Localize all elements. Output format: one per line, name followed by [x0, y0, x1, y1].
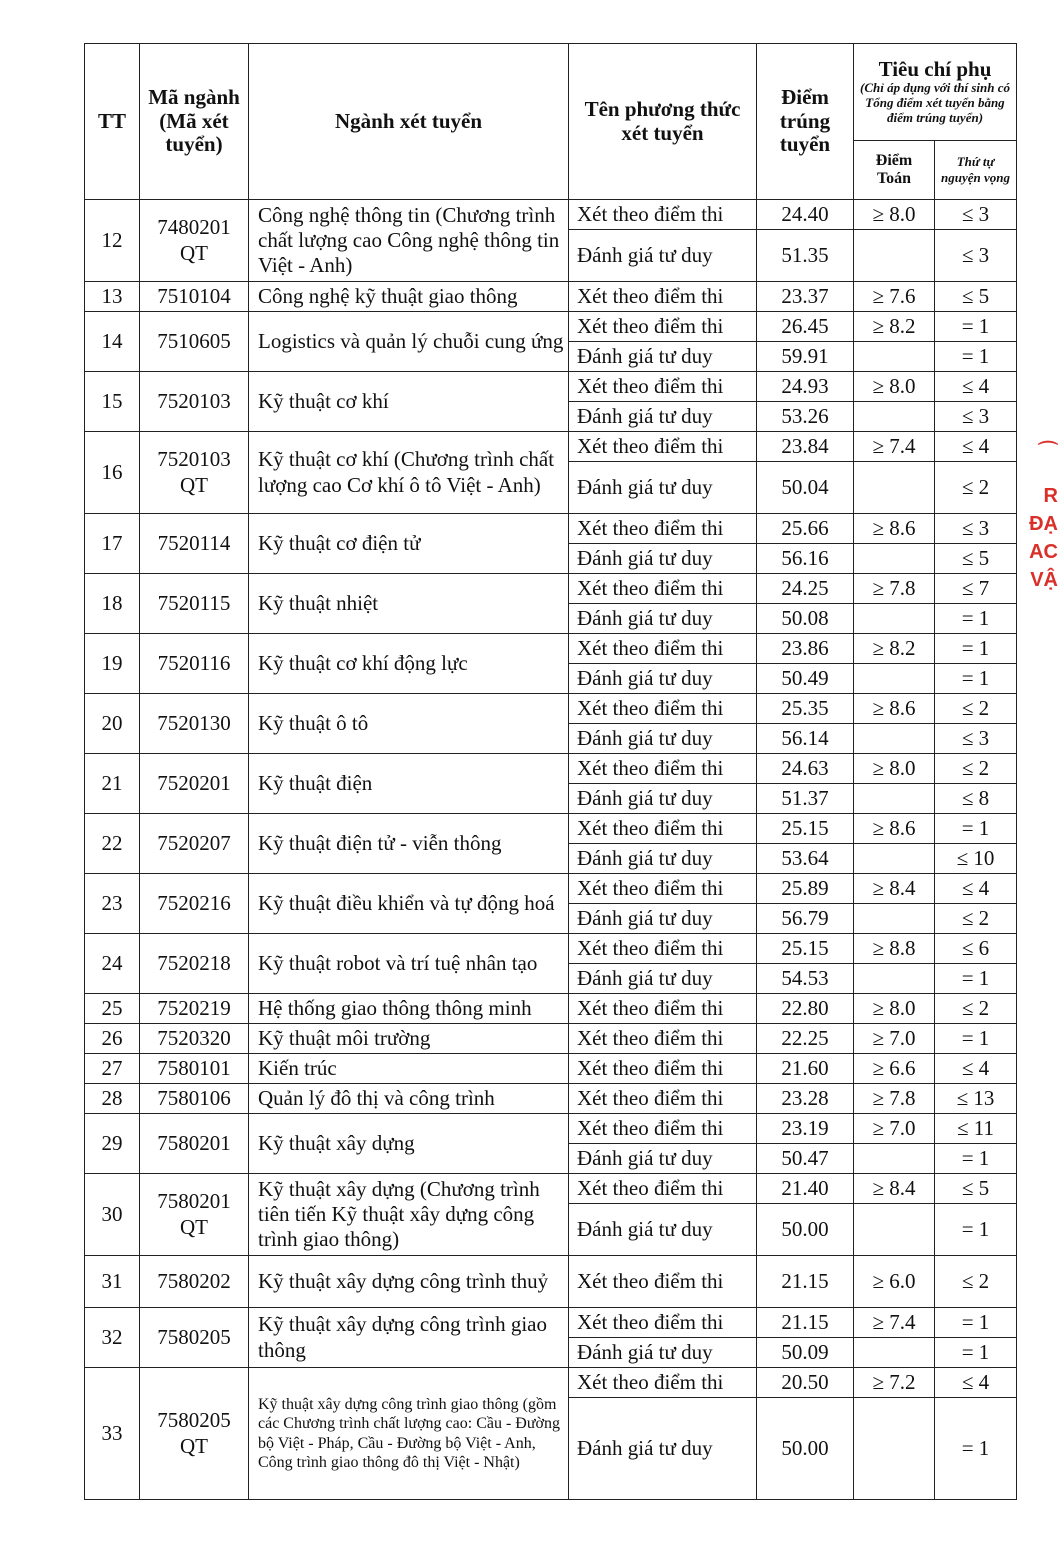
math-score-criterion: ≥ 7.8	[854, 1084, 935, 1114]
preference-order-criterion: = 1	[935, 1338, 1017, 1368]
admission-method: Xét theo điểm thi	[569, 1024, 757, 1054]
admission-score: 25.15	[757, 814, 854, 844]
major-name: Kỹ thuật điều khiển và tự động hoá	[249, 874, 569, 934]
admission-score: 50.00	[757, 1204, 854, 1256]
major-name: Kỹ thuật xây dựng (Chương trình tiên tiến Kỹ thuật xây dựng công trình giao thông)	[249, 1174, 569, 1256]
major-code: 7520207	[140, 814, 249, 874]
table-row	[85, 282, 1017, 312]
admission-method: Đánh giá tư duy	[569, 402, 757, 432]
major-code: 7580201	[140, 1114, 249, 1174]
admission-score: 53.26	[757, 402, 854, 432]
preference-order-criterion: = 1	[935, 1204, 1017, 1256]
header-preference-order: Thứ tự nguyện vọng	[935, 141, 1017, 200]
admission-method: Xét theo điểm thi	[569, 1308, 757, 1338]
math-score-criterion: ≥ 8.0	[854, 754, 935, 784]
row-number: 31	[85, 1256, 140, 1308]
admission-score: 25.35	[757, 694, 854, 724]
math-score-criterion: ≥ 8.6	[854, 694, 935, 724]
admission-table	[84, 43, 1017, 1500]
math-score-criterion: ≥ 7.2	[854, 1368, 935, 1398]
math-score-criterion: ≥ 8.6	[854, 814, 935, 844]
admission-method: Xét theo điểm thi	[569, 282, 757, 312]
table-row	[85, 1368, 1017, 1398]
preference-order-criterion: ≤ 8	[935, 784, 1017, 814]
admission-score: 21.40	[757, 1174, 854, 1204]
stamp-text-2: ĐẠ	[1029, 513, 1058, 535]
admission-method: Đánh giá tư duy	[569, 1144, 757, 1174]
math-score-criterion: ≥ 8.0	[854, 372, 935, 402]
math-score-criterion: ≥ 7.8	[854, 574, 935, 604]
red-stamp-fragment	[1018, 435, 1058, 665]
math-score-criterion: ≥ 8.8	[854, 934, 935, 964]
table-row	[85, 574, 1017, 604]
header-criteria-note: (Chỉ áp dụng với thí sinh có Tổng điểm xét tuyển bằng điểm trúng tuyển)	[859, 80, 1010, 126]
math-score-criterion: ≥ 8.4	[854, 874, 935, 904]
admission-score: 25.15	[757, 934, 854, 964]
major-code: 7520320	[140, 1024, 249, 1054]
admission-method: Xét theo điểm thi	[569, 934, 757, 964]
admission-method: Xét theo điểm thi	[569, 1114, 757, 1144]
admission-score: 21.60	[757, 1054, 854, 1084]
preference-order-criterion: ≤ 2	[935, 754, 1017, 784]
major-code: 7520216	[140, 874, 249, 934]
major-name: Kỹ thuật nhiệt	[249, 574, 569, 634]
admission-score: 20.50	[757, 1368, 854, 1398]
preference-order-criterion: = 1	[935, 664, 1017, 694]
admission-method: Xét theo điểm thi	[569, 1084, 757, 1114]
row-number: 12	[85, 200, 140, 282]
preference-order-criterion: ≤ 4	[935, 1054, 1017, 1084]
major-name: Kỹ thuật xây dựng công trình giao thông (gồm các Chương trình chất lượng cao: Cầu - Đường bộ Việt - Pháp, Cầu - Đường bộ Việt - Anh, Công trình giao thông đô thị Việt - Nhật)	[249, 1368, 569, 1500]
admission-method: Xét theo điểm thi	[569, 1256, 757, 1308]
admission-method: Xét theo điểm thi	[569, 1174, 757, 1204]
table-row	[85, 200, 1017, 230]
preference-order-criterion: = 1	[935, 1024, 1017, 1054]
table-row	[85, 1114, 1017, 1144]
preference-order-criterion: ≤ 6	[935, 934, 1017, 964]
math-score-criterion	[854, 964, 935, 994]
admission-method: Xét theo điểm thi	[569, 200, 757, 230]
admission-score: 50.00	[757, 1398, 854, 1500]
table-row	[85, 514, 1017, 544]
admission-score: 22.80	[757, 994, 854, 1024]
admission-score: 59.91	[757, 342, 854, 372]
row-number: 15	[85, 372, 140, 432]
row-number: 28	[85, 1084, 140, 1114]
math-score-criterion	[854, 402, 935, 432]
preference-order-criterion: = 1	[935, 1398, 1017, 1500]
math-score-criterion	[854, 1204, 935, 1256]
row-number: 21	[85, 754, 140, 814]
preference-order-criterion: ≤ 2	[935, 904, 1017, 934]
major-code: 7520116	[140, 634, 249, 694]
math-score-criterion: ≥ 7.0	[854, 1024, 935, 1054]
table-row	[85, 934, 1017, 964]
math-score-criterion: ≥ 8.0	[854, 200, 935, 230]
stamp-text-4: VẬ	[1030, 569, 1058, 591]
math-score-criterion: ≥ 7.6	[854, 282, 935, 312]
header-criteria	[854, 44, 1017, 141]
admission-score: 22.25	[757, 1024, 854, 1054]
admission-score: 54.53	[757, 964, 854, 994]
admission-method: Xét theo điểm thi	[569, 1054, 757, 1084]
major-name: Kiến trúc	[249, 1054, 569, 1084]
row-number: 26	[85, 1024, 140, 1054]
preference-order-criterion: = 1	[935, 1308, 1017, 1338]
row-number: 17	[85, 514, 140, 574]
preference-order-criterion: ≤ 4	[935, 874, 1017, 904]
admission-method: Xét theo điểm thi	[569, 372, 757, 402]
row-number: 20	[85, 694, 140, 754]
header-tt: TT	[85, 44, 140, 200]
table-row	[85, 312, 1017, 342]
major-name: Kỹ thuật xây dựng công trình thuỷ	[249, 1256, 569, 1308]
table-row	[85, 634, 1017, 664]
admission-method: Xét theo điểm thi	[569, 574, 757, 604]
math-score-criterion	[854, 342, 935, 372]
major-code: 7520103	[140, 372, 249, 432]
major-name: Kỹ thuật robot và trí tuệ nhân tạo	[249, 934, 569, 994]
header-math-score: Điểm Toán	[854, 141, 935, 200]
preference-order-criterion: ≤ 2	[935, 994, 1017, 1024]
major-name: Kỹ thuật cơ khí	[249, 372, 569, 432]
admission-score: 23.86	[757, 634, 854, 664]
admission-score: 21.15	[757, 1308, 854, 1338]
admission-score: 50.49	[757, 664, 854, 694]
admission-method: Xét theo điểm thi	[569, 1368, 757, 1398]
admission-method: Đánh giá tư duy	[569, 664, 757, 694]
math-score-criterion	[854, 462, 935, 514]
preference-order-criterion: ≤ 5	[935, 282, 1017, 312]
major-code: 7580106	[140, 1084, 249, 1114]
preference-order-criterion: = 1	[935, 964, 1017, 994]
admission-method: Đánh giá tư duy	[569, 904, 757, 934]
math-score-criterion	[854, 784, 935, 814]
row-number: 32	[85, 1308, 140, 1368]
admission-method: Đánh giá tư duy	[569, 604, 757, 634]
major-code: 7510605	[140, 312, 249, 372]
admission-method: Đánh giá tư duy	[569, 1338, 757, 1368]
math-score-criterion	[854, 544, 935, 574]
row-number: 13	[85, 282, 140, 312]
admission-method: Xét theo điểm thi	[569, 432, 757, 462]
row-number: 33	[85, 1368, 140, 1500]
admission-score: 25.89	[757, 874, 854, 904]
preference-order-criterion: = 1	[935, 1144, 1017, 1174]
major-code: 7520201	[140, 754, 249, 814]
admission-score: 23.37	[757, 282, 854, 312]
row-number: 30	[85, 1174, 140, 1256]
major-name: Kỹ thuật cơ điện tử	[249, 514, 569, 574]
admission-score: 25.66	[757, 514, 854, 544]
preference-order-criterion: ≤ 2	[935, 462, 1017, 514]
row-number: 24	[85, 934, 140, 994]
table-row	[85, 1084, 1017, 1114]
major-name: Logistics và quản lý chuỗi cung ứng	[249, 312, 569, 372]
major-code: 7580205	[140, 1308, 249, 1368]
header-score: Điểm trúng tuyển	[757, 44, 854, 200]
admission-method: Xét theo điểm thi	[569, 694, 757, 724]
preference-order-criterion: ≤ 3	[935, 514, 1017, 544]
preference-order-criterion: ≤ 10	[935, 844, 1017, 874]
table-row	[85, 994, 1017, 1024]
admission-score: 23.84	[757, 432, 854, 462]
math-score-criterion	[854, 664, 935, 694]
admission-method: Đánh giá tư duy	[569, 784, 757, 814]
preference-order-criterion: ≤ 2	[935, 694, 1017, 724]
preference-order-criterion: ≤ 4	[935, 372, 1017, 402]
preference-order-criterion: ≤ 7	[935, 574, 1017, 604]
row-number: 19	[85, 634, 140, 694]
table-row	[85, 1174, 1017, 1204]
row-number: 27	[85, 1054, 140, 1084]
math-score-criterion	[854, 844, 935, 874]
preference-order-criterion: ≤ 4	[935, 432, 1017, 462]
major-name: Hệ thống giao thông thông minh	[249, 994, 569, 1024]
preference-order-criterion: ≤ 2	[935, 1256, 1017, 1308]
preference-order-criterion: = 1	[935, 814, 1017, 844]
preference-order-criterion: ≤ 5	[935, 1174, 1017, 1204]
header-major-code: Mã ngành (Mã xét tuyển)	[140, 44, 249, 200]
major-code: 7520218	[140, 934, 249, 994]
major-code: 7580101	[140, 1054, 249, 1084]
admission-score: 56.16	[757, 544, 854, 574]
admission-method: Đánh giá tư duy	[569, 230, 757, 282]
preference-order-criterion: ≤ 11	[935, 1114, 1017, 1144]
admission-score: 21.15	[757, 1256, 854, 1308]
math-score-criterion	[854, 1398, 935, 1500]
table-row	[85, 874, 1017, 904]
preference-order-criterion: ≤ 4	[935, 1368, 1017, 1398]
math-score-criterion: ≥ 8.4	[854, 1174, 935, 1204]
major-name: Kỹ thuật ô tô	[249, 694, 569, 754]
math-score-criterion	[854, 604, 935, 634]
header-major-name: Ngành xét tuyển	[249, 44, 569, 200]
admission-method: Đánh giá tư duy	[569, 964, 757, 994]
admission-score: 56.79	[757, 904, 854, 934]
major-code: 7520114	[140, 514, 249, 574]
row-number: 25	[85, 994, 140, 1024]
admission-score: 50.09	[757, 1338, 854, 1368]
major-code: 7510104	[140, 282, 249, 312]
admission-score: 51.35	[757, 230, 854, 282]
math-score-criterion: ≥ 7.4	[854, 1308, 935, 1338]
preference-order-criterion: = 1	[935, 634, 1017, 664]
admission-score: 26.45	[757, 312, 854, 342]
table-row	[85, 432, 1017, 462]
header-method: Tên phương thức xét tuyển	[569, 44, 757, 200]
major-code: 7520219	[140, 994, 249, 1024]
admission-method: Đánh giá tư duy	[569, 1398, 757, 1500]
stamp-text-1: R	[1043, 485, 1058, 507]
table-row	[85, 372, 1017, 402]
math-score-criterion: ≥ 8.2	[854, 634, 935, 664]
admission-score: 50.47	[757, 1144, 854, 1174]
table-row	[85, 1256, 1017, 1308]
major-name: Kỹ thuật cơ khí (Chương trình chất lượng cao Cơ khí ô tô Việt - Anh)	[249, 432, 569, 514]
admission-score: 50.08	[757, 604, 854, 634]
math-score-criterion: ≥ 8.0	[854, 994, 935, 1024]
admission-score: 24.40	[757, 200, 854, 230]
row-number: 22	[85, 814, 140, 874]
admission-method: Đánh giá tư duy	[569, 462, 757, 514]
preference-order-criterion: ≤ 3	[935, 200, 1017, 230]
major-name: Quản lý đô thị và công trình	[249, 1084, 569, 1114]
major-code: 7580201 QT	[140, 1174, 249, 1256]
table-row	[85, 1308, 1017, 1338]
admission-score: 24.63	[757, 754, 854, 784]
admission-score: 24.25	[757, 574, 854, 604]
math-score-criterion	[854, 1144, 935, 1174]
major-name: Công nghệ kỹ thuật giao thông	[249, 282, 569, 312]
admission-method: Xét theo điểm thi	[569, 754, 757, 784]
preference-order-criterion: ≤ 3	[935, 230, 1017, 282]
major-code: 7580205 QT	[140, 1368, 249, 1500]
major-name: Kỹ thuật môi trường	[249, 1024, 569, 1054]
admission-method: Đánh giá tư duy	[569, 724, 757, 754]
major-code: 7520130	[140, 694, 249, 754]
admission-score: 56.14	[757, 724, 854, 754]
math-score-criterion: ≥ 7.0	[854, 1114, 935, 1144]
row-number: 23	[85, 874, 140, 934]
math-score-criterion	[854, 1338, 935, 1368]
major-name: Kỹ thuật điện tử - viễn thông	[249, 814, 569, 874]
row-number: 16	[85, 432, 140, 514]
row-number: 14	[85, 312, 140, 372]
stamp-mark: ⌒	[1038, 441, 1058, 463]
admission-score: 50.04	[757, 462, 854, 514]
preference-order-criterion: = 1	[935, 604, 1017, 634]
math-score-criterion: ≥ 6.6	[854, 1054, 935, 1084]
math-score-criterion: ≥ 7.4	[854, 432, 935, 462]
major-name: Công nghệ thông tin (Chương trình chất lượng cao Công nghệ thông tin Việt - Anh)	[249, 200, 569, 282]
preference-order-criterion: ≤ 5	[935, 544, 1017, 574]
admission-method: Xét theo điểm thi	[569, 994, 757, 1024]
admission-method: Xét theo điểm thi	[569, 634, 757, 664]
admission-method: Xét theo điểm thi	[569, 874, 757, 904]
admission-method: Đánh giá tư duy	[569, 1204, 757, 1256]
major-code: 7580202	[140, 1256, 249, 1308]
admission-method: Xét theo điểm thi	[569, 814, 757, 844]
row-number: 29	[85, 1114, 140, 1174]
major-name: Kỹ thuật cơ khí động lực	[249, 634, 569, 694]
table-row	[85, 814, 1017, 844]
major-name: Kỹ thuật điện	[249, 754, 569, 814]
admission-method: Xét theo điểm thi	[569, 312, 757, 342]
admission-score: 23.28	[757, 1084, 854, 1114]
table-row	[85, 694, 1017, 724]
header-criteria-title: Tiêu chí phụ	[878, 56, 992, 81]
admission-score: 23.19	[757, 1114, 854, 1144]
table-row	[85, 1054, 1017, 1084]
preference-order-criterion: = 1	[935, 342, 1017, 372]
major-code: 7480201 QT	[140, 200, 249, 282]
table-body	[85, 200, 1017, 1500]
preference-order-criterion: ≤ 3	[935, 724, 1017, 754]
math-score-criterion	[854, 724, 935, 754]
preference-order-criterion: ≤ 3	[935, 402, 1017, 432]
row-number: 18	[85, 574, 140, 634]
admission-score: 53.64	[757, 844, 854, 874]
major-code: 7520103 QT	[140, 432, 249, 514]
admission-method: Đánh giá tư duy	[569, 342, 757, 372]
math-score-criterion: ≥ 8.6	[854, 514, 935, 544]
admission-method: Đánh giá tư duy	[569, 844, 757, 874]
major-code: 7520115	[140, 574, 249, 634]
major-name: Kỹ thuật xây dựng	[249, 1114, 569, 1174]
preference-order-criterion: ≤ 13	[935, 1084, 1017, 1114]
admission-score: 24.93	[757, 372, 854, 402]
math-score-criterion	[854, 904, 935, 934]
major-name: Kỹ thuật xây dựng công trình giao thông	[249, 1308, 569, 1368]
math-score-criterion: ≥ 8.2	[854, 312, 935, 342]
math-score-criterion: ≥ 6.0	[854, 1256, 935, 1308]
table-row	[85, 754, 1017, 784]
table-row	[85, 1024, 1017, 1054]
admission-score: 51.37	[757, 784, 854, 814]
preference-order-criterion: = 1	[935, 312, 1017, 342]
admission-method: Đánh giá tư duy	[569, 544, 757, 574]
stamp-text-3: AC	[1029, 541, 1058, 563]
admission-method: Xét theo điểm thi	[569, 514, 757, 544]
math-score-criterion	[854, 230, 935, 282]
